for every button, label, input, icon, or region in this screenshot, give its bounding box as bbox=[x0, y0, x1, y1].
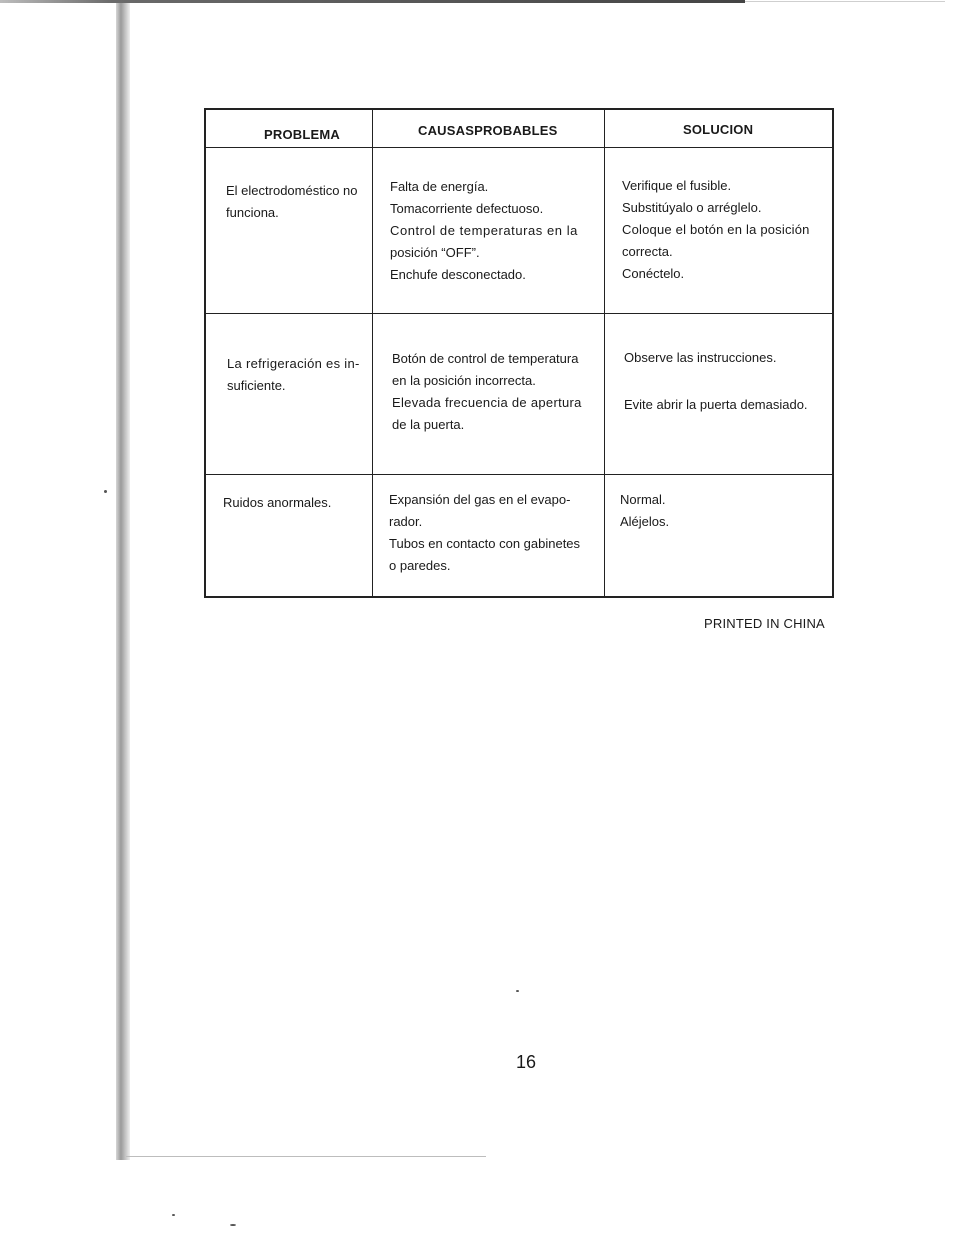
row-divider bbox=[206, 313, 832, 314]
column-divider bbox=[604, 110, 605, 596]
cell-line: Tubos en contacto con gabinetes bbox=[389, 536, 581, 551]
row-divider bbox=[206, 474, 832, 475]
scan-speck bbox=[104, 490, 107, 493]
printed-in-label: PRINTED IN CHINA bbox=[704, 616, 825, 631]
cell-line: Control de temperaturas en la bbox=[390, 223, 578, 238]
scan-speck bbox=[172, 1214, 175, 1216]
binding-edge bbox=[116, 0, 130, 1160]
cell-line: Enchufe desconectado. bbox=[390, 267, 526, 282]
column-divider bbox=[372, 110, 373, 596]
header-solucion: SOLUCION bbox=[683, 122, 754, 137]
cell-line: Verifique el fusible. bbox=[622, 178, 732, 193]
cell-line: Ruidos anormales. bbox=[223, 495, 332, 510]
cell-line: correcta. bbox=[622, 244, 673, 259]
cell-line: Elevada frecuencia de apertura bbox=[392, 395, 582, 410]
cell-line: Botón de control de temperatura bbox=[392, 351, 579, 366]
row-1-causas bbox=[390, 176, 596, 286]
cell-line: Falta de energía. bbox=[390, 179, 489, 194]
header-problema: PROBLEMA bbox=[264, 127, 340, 142]
cell-line: rador. bbox=[389, 514, 423, 529]
troubleshooting-table bbox=[204, 108, 834, 598]
cell-line bbox=[226, 180, 372, 202]
bottom-rule bbox=[126, 1156, 486, 1157]
cell-line: de la puerta. bbox=[392, 417, 465, 432]
cell-line: Conéctelo. bbox=[622, 266, 685, 281]
cell-line: Normal. bbox=[620, 492, 666, 507]
row-3-problema bbox=[223, 492, 369, 514]
cell-line: Aléjelos. bbox=[620, 514, 670, 529]
header-causas: CAUSASPROBABLES bbox=[418, 123, 558, 138]
row-2-causas bbox=[392, 348, 598, 436]
cell-line: Expansión del gas en el evapo- bbox=[389, 492, 571, 507]
page-number: 16 bbox=[516, 1052, 537, 1072]
top-rule-faint bbox=[745, 1, 945, 2]
cell-line: en la posición incorrecta. bbox=[392, 373, 536, 388]
row-3-solucion bbox=[620, 489, 830, 533]
cell-line: Evite abrir la puerta demasiado. bbox=[624, 397, 808, 412]
cell-word: El electrodoméstico no bbox=[226, 183, 358, 198]
cell-line: o paredes. bbox=[389, 558, 451, 573]
cell-line: funciona. bbox=[226, 205, 279, 220]
row-2-solucion bbox=[624, 347, 834, 416]
row-3-causas bbox=[389, 489, 595, 577]
row-1-problema bbox=[226, 180, 372, 224]
cell-line: Substitúyalo o arréglelo. bbox=[622, 200, 762, 215]
cell-line: suficiente. bbox=[227, 378, 286, 393]
header-divider bbox=[206, 147, 832, 148]
row-1-solucion bbox=[622, 175, 832, 285]
cell-line: Tomacorriente defectuoso. bbox=[390, 201, 544, 216]
top-rule bbox=[0, 0, 745, 3]
cell-line: Coloque el botón en la posición bbox=[622, 222, 810, 237]
cell-line: posición “OFF”. bbox=[390, 245, 480, 260]
row-2-problema bbox=[227, 353, 371, 397]
cell-line: Observe las instrucciones. bbox=[624, 350, 777, 365]
scan-speck bbox=[230, 1224, 236, 1226]
cell-line: La refrigeración es in- bbox=[227, 356, 360, 371]
scan-speck bbox=[516, 990, 519, 992]
